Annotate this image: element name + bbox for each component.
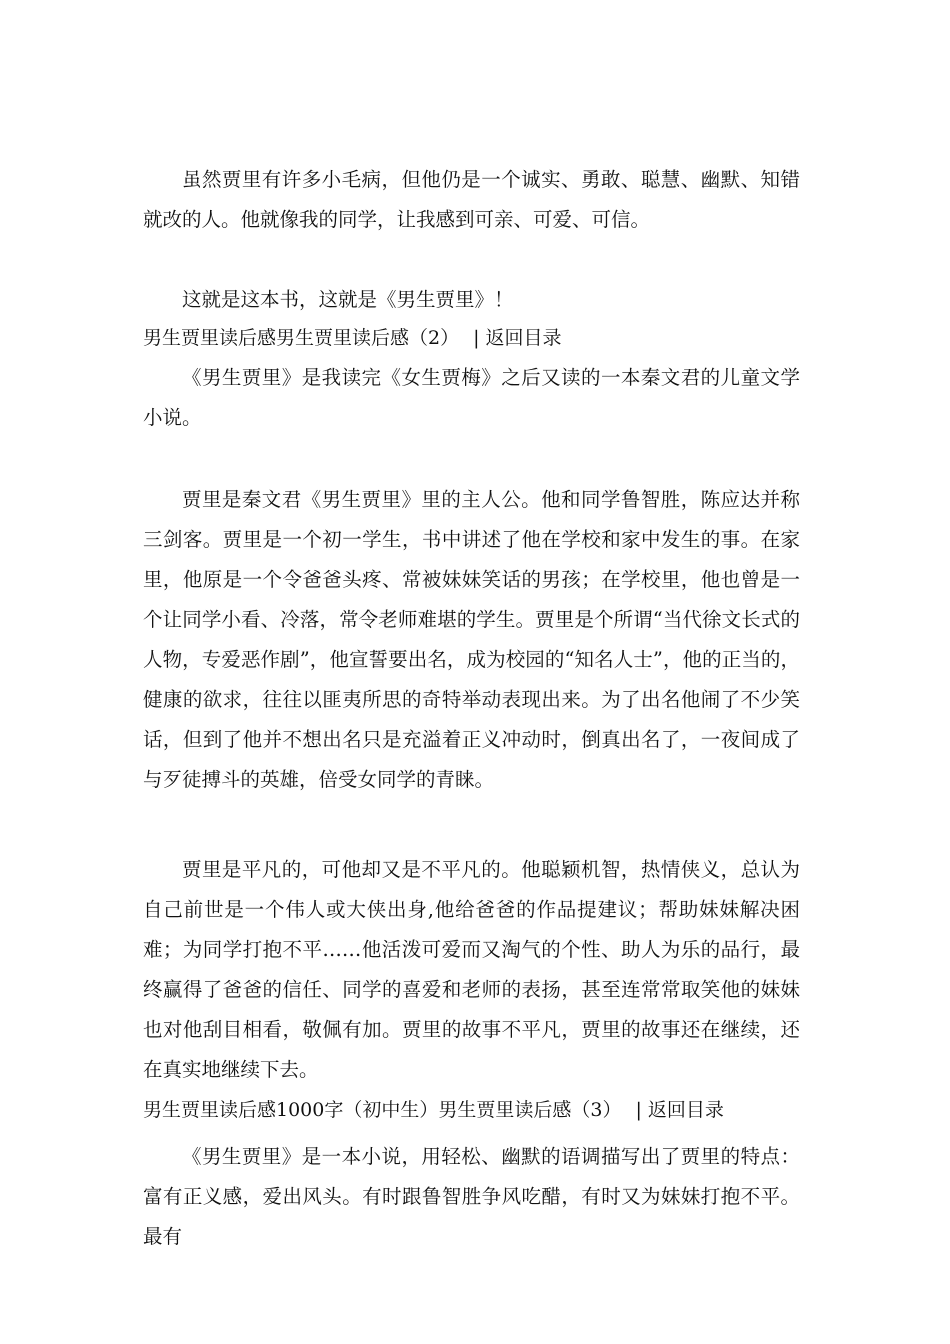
paragraph-jiali-character: 虽然贾里有许多小毛病，但他仍是一个诚实、勇敢、聪慧、幽默、知错就改的人。他就像我的同学，让我感到可亲、可爱、可信。 xyxy=(143,168,800,231)
paragraph-this-is-the-book: 这就是这本书，这就是《男生贾里》！ xyxy=(182,288,514,311)
paragraph-protagonist: 贾里是秦文君《男生贾里》里的主人公。他和同学鲁智胜，陈应达并称三剑客。贾里是一个初一学生，书中讲述了他在学校和家中发生的事。在家里，他原是一个令爸爸头疼、常被妹妹笑话的男孩；在学校里，他也曾是一个让同学小看、冷落，常令老师难堪的学生。贾里是个所谓“当代徐文长式的人物，专爱恶作剧”，他宣誓要出名，成为校园的“知名人士”，他的正当的，健康的欲求，往往以匪夷所思的奇特举动表现出来。为了出名他闹了不少笑话，但到了他并不想出名只是充溢着正义冲动时，倒真出名了，一夜间成了与歹徒搏斗的英雄，倍受女同学的青睐。 xyxy=(143,488,800,791)
paragraph-ordinary-extraordinary: 贾里是平凡的，可他却又是不平凡的。他聪颖机智，热情侠义，总认为自己前世是一个伟人或大侠出身,他给爸爸的作品提建议；帮助妹妹解决困难；为同学打抱不平……他活泼可爱而又淘气的个性、助人为乐的品行，最终赢得了爸爸的信任、同学的喜爱和老师的表扬，甚至连常常取笑他的妹妹也对他刮目相看，敬佩有加。贾里的故事不平凡，贾里的故事还在继续，还在真实地继续下去。 xyxy=(143,858,800,1081)
section-heading-2 xyxy=(143,318,843,358)
paragraph-novel-summary: 《男生贾里》是一本小说，用轻松、幽默的语调描写出了贾里的特点：富有正义感，爱出风头。有时跟鲁智胜争风吃醋，有时又为妹妹打抱不平。最有 xyxy=(143,1145,800,1248)
back-to-toc-link[interactable]: | 返回目录 xyxy=(635,1099,724,1121)
paragraph-book-intro: 《男生贾里》是我读完《女生贾梅》之后又读的一本秦文君的儿童文学小说。 xyxy=(143,366,800,429)
back-to-toc-link[interactable]: | 返回目录 xyxy=(473,327,562,349)
section-title: 男生贾里读后感男生贾里读后感（2） xyxy=(143,327,460,349)
section-heading-3 xyxy=(143,1090,843,1130)
section-title: 男生贾里读后感1000字（初中生）男生贾里读后感（3） xyxy=(143,1099,622,1121)
